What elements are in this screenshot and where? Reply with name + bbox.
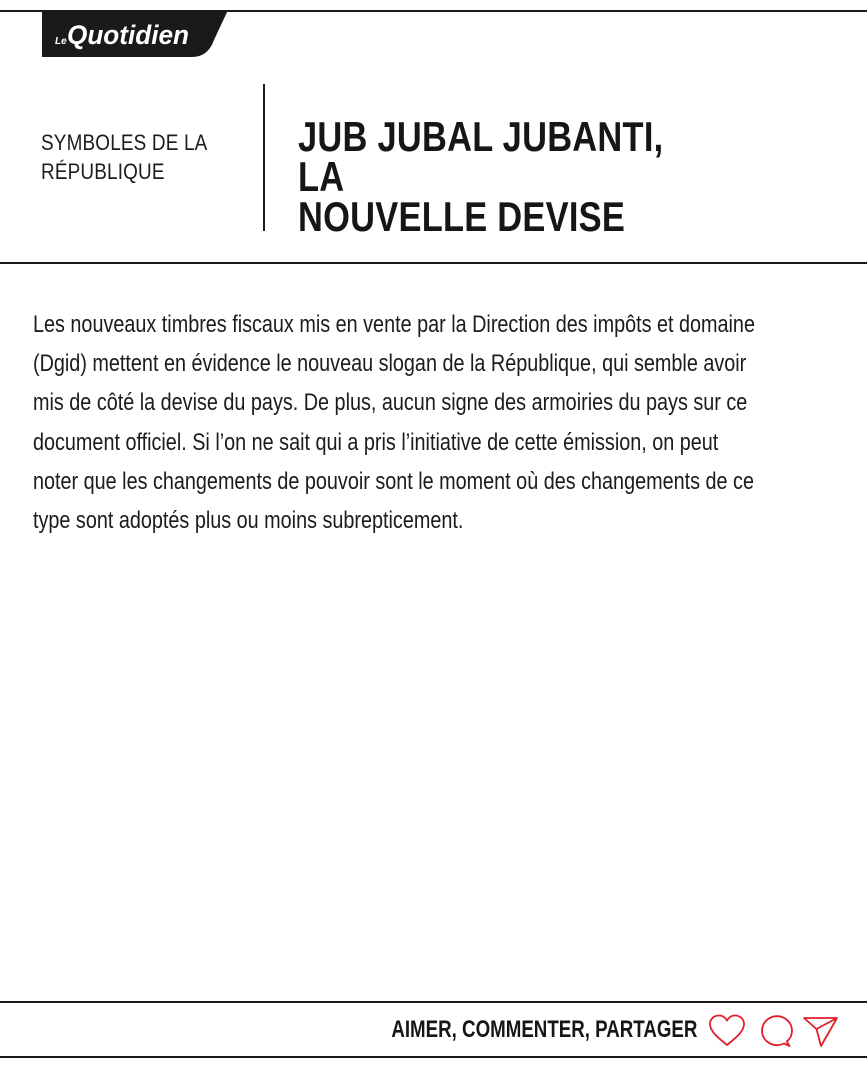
svg-text:Le: Le (55, 36, 67, 47)
svg-text:Quotidien: Quotidien (67, 20, 189, 50)
header-bottom-rule (0, 262, 867, 264)
article-category: SYMBOLES DE LA RÉPUBLIQUE (41, 130, 208, 184)
heart-icon[interactable] (708, 1013, 746, 1049)
footer-bottom-rule (0, 1056, 867, 1058)
share-icon[interactable] (802, 1013, 840, 1049)
article-headline: JUB JUBAL JUBANTI, LA NOUVELLE DEVISE (298, 113, 664, 240)
footer-top-rule (0, 1001, 867, 1003)
header-divider (263, 84, 265, 231)
le-quotidien-logo (42, 10, 228, 57)
comment-icon[interactable] (759, 1013, 797, 1049)
engagement-call-to-action: AIMER, COMMENTER, PARTAGER (390, 1016, 697, 1043)
article-body: Les nouveaux timbres fiscaux mis en vente par la Direction des impôts et domaine (Dgid) mettent en évidence le nouveau slogan de la République, qui semble avoir mis de côté la devise du pays. De plus, aucun signe des armoiries du pays sur ce document officiel. Si l’on ne sait qui a pris l’initiative de cette émission, on peut noter que les changements de pouvoir sont le moment où des changements de ce type sont adoptés plus ou moins subrepticement. (33, 311, 755, 535)
